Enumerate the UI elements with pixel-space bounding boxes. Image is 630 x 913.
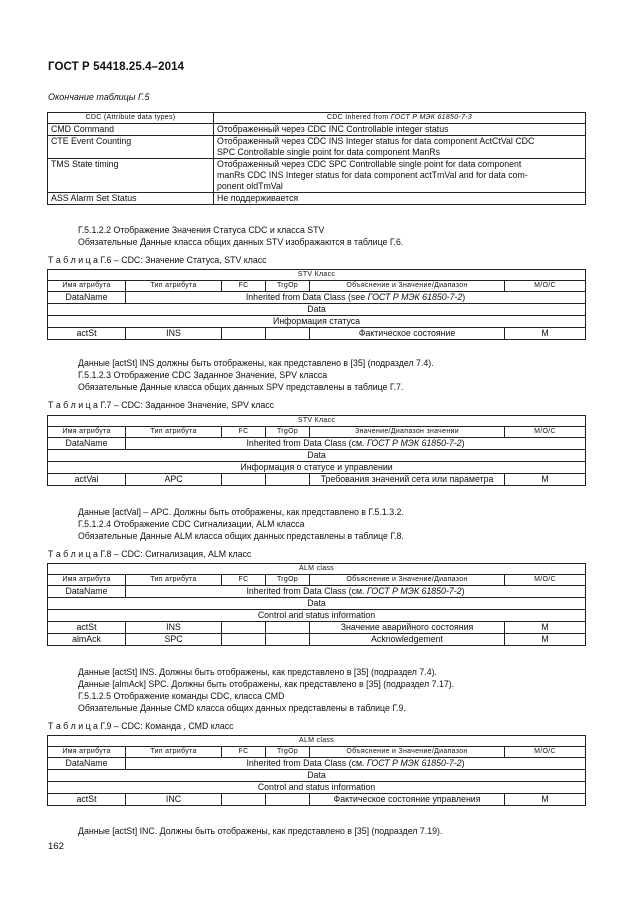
column-header: Тип атрибута xyxy=(126,281,222,292)
column-header: M/O/C xyxy=(505,427,586,438)
table-cell: Inherited from Data Class (см. ГОСТ Р МЭК 61850-7-2) xyxy=(126,438,586,450)
paragraph: Обязательные Данные ALM класса общих данных представлены в таблице Г.8. xyxy=(78,531,404,541)
table-row: actSt INS Фактическое состояние M xyxy=(48,328,586,340)
page-number: 162 xyxy=(48,841,64,852)
paragraph: Г.5.1.2.5 Отображение команды CDC, класса CMD xyxy=(78,691,285,701)
paragraph: Данные [actVal] – APC. Должны быть отображены, как представлено в Г.5.1.3.2. xyxy=(78,507,404,517)
column-header: M/O/C xyxy=(505,575,586,586)
column-header: Имя атрибута xyxy=(48,575,126,586)
table-row: actSt INS Значение аварийного состояния M xyxy=(48,622,586,634)
table-g5-header-col2: CDC Inhered from ГОСТ Р МЭК 61850-7-3 xyxy=(214,113,586,124)
table-cell: DataName xyxy=(48,586,126,598)
table-cell: DataName xyxy=(48,758,126,770)
column-header: FC xyxy=(222,575,266,586)
column-header: FC xyxy=(222,281,266,292)
table-g5-caption: Окончание таблицы Г.5 xyxy=(48,92,150,102)
table-g9 xyxy=(47,735,586,806)
paragraph: Г.5.1.2.3 Отображение CDC Заданное Значение, SPV класса xyxy=(78,370,328,380)
paragraph: Данные [almAck] SPC. Должны быть отображены, как представлено в [35] (подраздел 7.17). xyxy=(78,679,455,689)
table-row: ASS Alarm Set Status xyxy=(48,193,214,205)
column-header: Объяснение и Значение/Диапазон xyxy=(310,575,505,586)
column-header: FC xyxy=(222,427,266,438)
paragraph: Данные [actSt] INS должны быть отображены, как представлено в [35] (подраздел 7.4). xyxy=(78,358,434,368)
table-cell: Не поддерживается xyxy=(214,193,586,205)
column-header: Тип атрибута xyxy=(126,747,222,758)
table-cell: DataName xyxy=(48,438,126,450)
column-header: TrgOp xyxy=(266,281,310,292)
column-header: Имя атрибута xyxy=(48,427,126,438)
table-row: TMS State timing xyxy=(48,159,214,193)
column-header: Тип атрибута xyxy=(126,575,222,586)
table-g7-caption: Т а б л и ц а Г.7 – CDC: Заданное Значение, SPV класс xyxy=(48,400,275,410)
column-header: Объяснение и Значение/Диапазон xyxy=(310,747,505,758)
column-header: FC xyxy=(222,747,266,758)
paragraph: Г.5.1.2.4 Отображение CDC Сигнализации, ALM класса xyxy=(78,519,305,529)
table-cell: Отображенный через CDC INS Integer status for data component ActCtVal CDC SPC Controllable single point for data component ManRs xyxy=(214,136,586,159)
table-cell: Inherited from Data Class (см. ГОСТ Р МЭК 61850-7-2) xyxy=(126,758,586,770)
column-header: Тип атрибута xyxy=(126,427,222,438)
table-class-title: STV Класс xyxy=(48,416,586,427)
paragraph: Обязательные Данные класса общих данных SPV представлены в таблице Г.7. xyxy=(78,382,404,392)
table-cell: Inherited from Data Class (см. ГОСТ Р МЭК 61850-7-2) xyxy=(126,586,586,598)
table-cell: Отображенный через CDC INC Controllable integer status xyxy=(214,124,586,136)
table-cell: Отображенный через CDC SPC Controllable single point for data component manRs CDC INS Integer status for data component actTmVal and for data com- ponent oldTmVal xyxy=(214,159,586,193)
table-class-title: ALM class xyxy=(48,564,586,575)
table-g5-header-col1: CDC (Attribute data types) xyxy=(48,113,214,124)
column-header: Имя атрибута xyxy=(48,747,126,758)
table-row: actVal APC Требования значений сета или параметра M xyxy=(48,474,586,486)
column-header: Имя атрибута xyxy=(48,281,126,292)
document-header: ГОСТ Р 54418.25.4–2014 xyxy=(48,61,185,73)
column-header: TrgOp xyxy=(266,427,310,438)
table-row: CMD Command xyxy=(48,124,214,136)
table-cell: Data xyxy=(48,598,586,610)
table-section: Control and status information xyxy=(48,610,586,622)
column-header: M/O/C xyxy=(505,281,586,292)
table-g8 xyxy=(47,563,586,646)
table-g8-caption: Т а б л и ц а Г.8 – CDC: Сигнализация, ALM класс xyxy=(48,549,252,559)
column-header: Значение/Диапазон значении xyxy=(310,427,505,438)
table-cell: DataName xyxy=(48,292,126,304)
column-header: M/O/C xyxy=(505,747,586,758)
table-row: actSt INC Фактическое состояние управления M xyxy=(48,794,586,806)
paragraph: Обязательные Данные CMD класса общих данных представлены в таблице Г.9. xyxy=(78,703,406,713)
table-g5 xyxy=(47,112,586,205)
table-class-title: STV Класс xyxy=(48,270,586,281)
column-header: TrgOp xyxy=(266,747,310,758)
paragraph: Данные [actSt] INC. Должны быть отображены, как представлено в [35] (подраздел 7.19). xyxy=(78,826,443,836)
table-section: Информация о статусе и управлении xyxy=(48,462,586,474)
table-g9-caption: Т а б л и ц а Г.9 – CDC: Команда , CMD класс xyxy=(48,721,234,731)
table-g6 xyxy=(47,269,586,340)
table-cell: Inherited from Data Class (see ГОСТ Р МЭК 61850-7-2) xyxy=(126,292,586,304)
table-cell: Data xyxy=(48,450,586,462)
table-section: Информация статуса xyxy=(48,316,586,328)
paragraph: Данные [actSt] INS. Должны быть отображены, как представлено в [35] (подраздел 7.4). xyxy=(78,667,437,677)
table-section: Control and status information xyxy=(48,782,586,794)
table-row: almAck SPC Acknowledgement M xyxy=(48,634,586,646)
column-header: TrgOp xyxy=(266,575,310,586)
paragraph: Обязательные Данные класса общих данных STV изображаются в таблице Г.6. xyxy=(78,237,404,247)
column-header: Объяснение и Значение/Диапазон xyxy=(310,281,505,292)
table-g6-caption: Т а б л и ц а Г.6 – CDC: Значение Статуса, STV класс xyxy=(48,255,267,265)
table-row: CTE Event Counting xyxy=(48,136,214,159)
paragraph: Г.5.1.2.2 Отображение Значения Статуса CDC и класса STV xyxy=(78,225,325,235)
table-cell: Data xyxy=(48,770,586,782)
table-g7 xyxy=(47,415,586,486)
table-class-title: ALM class xyxy=(48,736,586,747)
table-cell: Data xyxy=(48,304,586,316)
